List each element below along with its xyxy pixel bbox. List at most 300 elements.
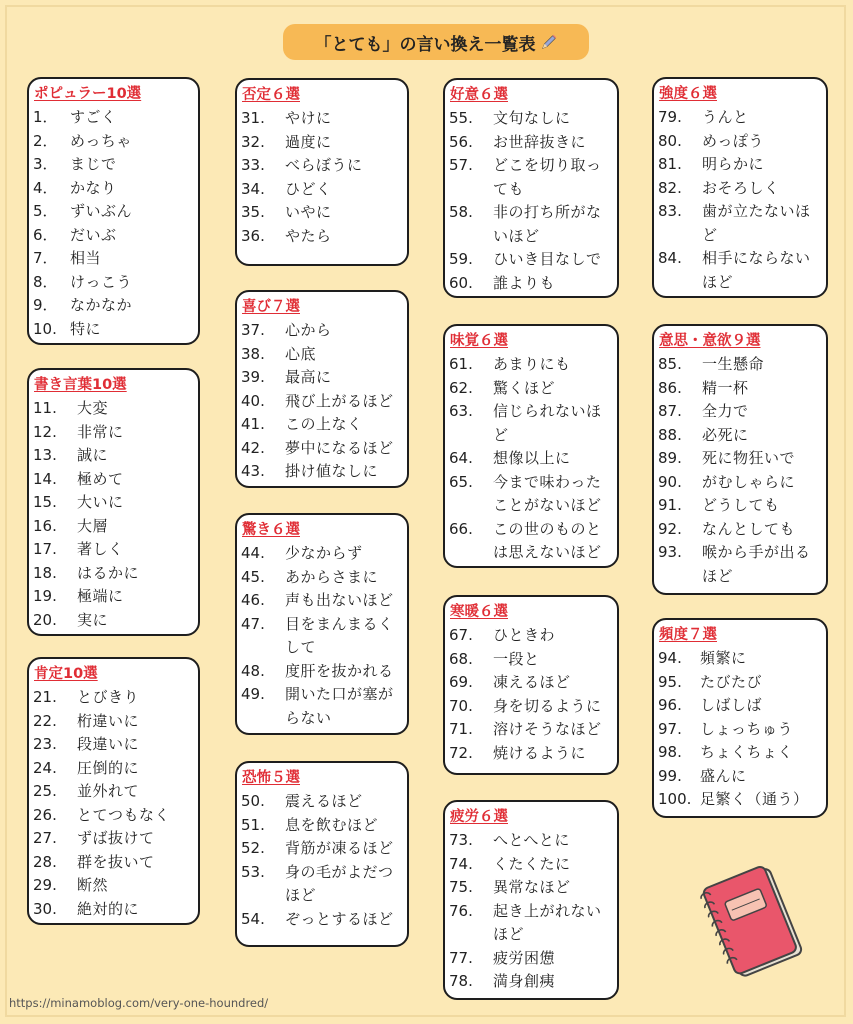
source-url: https://minamoblog.com/very-one-houndred/ [9,996,269,1010]
card-title: 味覚６選 [450,333,508,349]
list-item [449,853,609,877]
item-number: 17. [33,540,57,558]
item-text: 相当 [70,249,102,267]
item-number: 73. [449,831,473,849]
list-item [241,225,399,249]
item-text: 目をまんまるくして [285,614,394,656]
item-number: 75. [449,878,473,896]
card-title: 寒暖６選 [450,604,508,620]
item-text: 必死に [702,425,749,444]
list-item [658,377,818,401]
item-text: ずいぶん [70,202,133,220]
item-number: 21. [33,688,57,706]
list-item [658,518,818,542]
card-title: 恐怖５選 [242,770,300,786]
card-title: 書き言葉10選 [34,377,127,393]
list-item [449,900,609,947]
item-text: 誠に [77,446,109,464]
item-text: 夢中になるほど [285,438,394,457]
list-item [33,294,190,318]
item-number: 100. [658,790,692,808]
list-item [658,718,818,742]
item-text: 焼けるように [493,743,587,762]
list-item [33,851,190,875]
item-text: 満身創痍 [493,972,556,990]
page-title [283,24,589,60]
list-item [33,804,190,828]
list-item [33,515,190,539]
item-text: すごく [70,108,117,126]
item-text: 度肝を抜かれる [285,661,394,680]
card-surprise [235,513,409,735]
item-number: 49. [241,685,265,703]
item-number: 23. [33,735,57,753]
item-number: 96. [658,696,682,714]
list-item [33,491,190,515]
list-item [658,471,818,495]
item-number: 12. [33,422,57,441]
item-text: 過度に [285,132,332,151]
list-item [241,566,399,590]
item-text: 少なからず [285,544,363,562]
item-number: 53. [241,862,265,881]
notebook-icon [700,858,812,986]
item-number: 11. [33,399,57,417]
item-number: 85. [658,355,682,373]
item-text: 誰よりも [493,273,556,292]
item-text: ひときわ [493,626,556,644]
card-title: 驚き６選 [242,522,300,538]
list-item [658,447,818,471]
item-text: 段違いに [77,735,140,753]
item-text: 特に [70,319,102,338]
card-taste [443,324,619,568]
list-item [658,765,818,789]
item-number: 46. [241,591,265,609]
list-item [449,377,609,401]
list-item [449,447,609,471]
item-number: 48. [241,661,265,680]
item-text: なんとしても [702,519,796,538]
item-text: めっちゃ [70,131,132,150]
item-text: ひどく [285,179,332,198]
item-text: 震えるほど [285,792,363,810]
card-title: 否定６選 [242,87,300,103]
list-item [33,106,190,130]
item-text: 非の打ち所がないほど [493,203,602,245]
item-text: ちょくちょく [700,743,794,761]
list-item [241,366,399,390]
list-item [449,718,609,742]
list-item [449,742,609,766]
list-item [658,247,818,294]
item-text: 起き上がれないほど [493,901,602,943]
list-item [241,814,399,838]
item-text: けっこう [70,272,133,291]
item-text: 文句なしに [493,109,571,127]
list-item [33,609,190,633]
item-number: 66. [449,519,473,538]
item-text: 明らかに [702,155,765,173]
card-negative [235,78,409,266]
list-item [33,562,190,586]
item-text: どうしても [702,496,780,514]
item-text: 一生懸命 [702,355,765,373]
item-text: うんと [702,108,749,126]
list-item [658,647,818,671]
item-text: たびたび [700,672,763,691]
card-intensity [652,77,828,298]
list-item [658,494,818,518]
item-number: 5． [33,202,58,220]
item-number: 32. [241,132,265,151]
item-number: 63. [449,402,473,420]
card-goodwill [443,78,619,298]
card-title: 頻度７選 [659,627,717,643]
list-item [241,107,399,131]
item-number: 62. [449,378,473,397]
list-item [33,710,190,734]
list-item [658,424,818,448]
card-popular [27,77,200,345]
item-text: いやに [285,203,332,221]
item-number: 9． [33,296,58,314]
list-item [241,542,399,566]
list-item [449,518,609,565]
item-text: 溶けそうなほど [493,720,602,738]
item-number: 94. [658,649,682,667]
item-text: ずば抜けて [77,829,155,847]
card-temperature [443,595,619,775]
list-item [33,397,190,421]
card-fear [235,761,409,947]
list-item [449,829,609,853]
list-item [33,468,190,492]
item-number: 57. [449,156,473,174]
item-number: 41. [241,415,265,433]
list-item [449,201,609,248]
item-number: 4． [33,178,58,197]
item-number: 97. [658,719,682,738]
list-item [658,671,818,695]
item-number: 27. [33,829,57,847]
card-will [652,324,828,595]
item-number: 22. [33,711,57,730]
item-number: 1． [33,108,58,126]
item-text: 全力で [702,402,749,420]
card-title: 肯定10選 [34,666,98,682]
item-number: 61. [449,355,473,373]
list-item [449,876,609,900]
item-text: 圧倒的に [77,758,140,777]
item-number: 19. [33,587,57,605]
item-text: 大いに [77,493,124,511]
item-text: 凍えるほど [493,673,571,691]
card-joy [235,290,409,488]
list-item [33,686,190,710]
card-title: 強度６選 [659,86,717,102]
item-number: 81. [658,155,682,173]
list-item [449,624,609,648]
item-text: まじで [70,155,117,173]
item-text: 精一杯 [702,378,749,397]
item-number: 6． [33,225,58,244]
item-number: 36. [241,226,265,245]
item-number: 71. [449,720,473,738]
item-text: 身の毛がよだつほど [285,862,394,904]
item-text: どこを切り取っても [493,156,602,198]
item-number: 98. [658,743,682,761]
item-number: 93. [658,543,682,561]
item-number: 24. [33,758,57,777]
item-number: 18. [33,563,57,582]
list-item [658,153,818,177]
list-item [449,648,609,672]
list-item [449,695,609,719]
item-text: とてつもなく [77,805,171,824]
item-text: 疲労困憊 [493,948,556,967]
item-text: ひいき目なしで [493,250,602,268]
list-item [449,272,609,296]
item-text: 非常に [77,422,124,441]
list-item [241,413,399,437]
item-number: 8． [33,272,58,291]
list-item [33,200,190,224]
item-number: 13. [33,446,57,464]
item-text: 今まで味わったことがないほど [493,472,602,514]
item-text: お世辞抜きに [493,132,587,151]
list-item [241,683,399,730]
list-item [33,585,190,609]
item-text: 大層 [77,516,109,535]
list-item [241,437,399,461]
item-number: 88. [658,425,682,444]
item-number: 54. [241,909,265,928]
list-item [658,788,818,812]
list-item [33,898,190,922]
list-item [449,970,609,994]
list-item [241,154,399,178]
item-number: 80. [658,131,682,150]
item-number: 72. [449,743,473,762]
card-title: 意思・意欲９選 [659,333,761,349]
list-item [241,201,399,225]
item-text: 一段と [493,649,540,668]
list-item [33,421,190,445]
item-number: 47. [241,614,265,633]
item-number: 45. [241,567,265,586]
item-number: 51. [241,815,265,834]
item-text: 著しく [77,540,124,558]
card-title: 喜び７選 [242,299,300,315]
item-number: 14. [33,469,57,488]
item-text: 掛け値なしに [285,462,379,480]
list-item [658,353,818,377]
item-text: 盛んに [700,766,747,785]
item-number: 34. [241,179,265,198]
item-number: 43. [241,462,265,480]
item-text: 心底 [285,344,317,363]
item-text: 絶対的に [77,899,140,918]
card-written [27,368,200,636]
item-number: 76. [449,901,473,920]
item-text: だいぶ [70,225,117,244]
item-number: 67. [449,626,473,644]
card-title: 疲労６選 [450,809,508,825]
item-number: 33. [241,156,265,174]
item-number: 64. [449,449,473,467]
list-item [33,827,190,851]
item-text: 開いた口が塞がらない [285,685,394,727]
item-text: おそろしく [702,178,780,197]
list-item [33,271,190,295]
item-number: 31. [241,109,265,127]
item-number: 7． [33,249,58,267]
item-text: あまりにも [493,355,571,373]
list-item [658,400,818,424]
item-text: しょっちゅう [700,719,794,738]
list-item [658,106,818,130]
card-fatigue [443,800,619,1000]
item-number: 10. [33,319,57,338]
item-number: 70. [449,696,473,715]
item-text: へとへとに [493,831,570,849]
list-item [449,248,609,272]
card-frequency [652,618,828,818]
item-text: 足繁く（通う） [700,790,809,808]
list-item [241,178,399,202]
list-item [241,390,399,414]
item-number: 65. [449,472,473,491]
list-item [33,224,190,248]
item-number: 3． [33,155,58,173]
item-number: 74. [449,854,473,873]
item-number: 78. [449,972,473,990]
list-item [33,153,190,177]
item-text: がむしゃらに [702,472,796,491]
item-number: 25. [33,782,57,800]
item-text: この上なく [285,415,363,433]
list-item [33,874,190,898]
item-text: とびきり [77,688,140,706]
list-item [33,177,190,201]
item-number: 56. [449,132,473,151]
item-text: やたら [285,226,332,245]
list-item [241,660,399,684]
item-number: 99. [658,766,682,785]
item-text: あからさまに [285,567,379,586]
item-number: 91. [658,496,682,514]
item-number: 52. [241,839,265,857]
list-item [241,613,399,660]
item-number: 87. [658,402,682,420]
list-item [449,947,609,971]
item-text: 断然 [77,876,109,894]
item-number: 59. [449,250,473,268]
item-text: 飛び上がるほど [285,391,394,410]
list-item [241,319,399,343]
list-item [33,733,190,757]
list-item [241,589,399,613]
item-number: 77. [449,948,473,967]
item-text: 歯が立たないほど [702,202,811,244]
item-text: 最高に [285,368,332,386]
item-number: 35. [241,203,265,221]
item-text: 頻繁に [700,649,747,667]
item-text: 身を切るように [493,696,602,715]
list-item [449,400,609,447]
list-item [241,861,399,908]
item-text: 喉から手が出るほど [702,543,811,585]
item-text: 声も出ないほど [285,591,394,609]
list-item [658,741,818,765]
item-number: 83. [658,202,682,220]
list-item [241,908,399,932]
item-number: 37. [241,321,265,339]
item-text: 群を抜いて [77,852,155,871]
list-item [33,444,190,468]
item-number: 92. [658,519,682,538]
item-number: 55. [449,109,473,127]
list-item [449,107,609,131]
list-item [658,130,818,154]
list-item [658,177,818,201]
list-item [241,837,399,861]
list-item [33,757,190,781]
list-item [33,247,190,271]
card-title: ポピュラー10選 [34,86,142,102]
item-text: 信じられないほど [493,402,602,444]
item-text: 桁違いに [77,711,140,730]
list-item [658,541,818,588]
item-text: 死に物狂いで [702,449,796,467]
list-item [449,671,609,695]
item-number: 26. [33,805,57,824]
list-item [33,780,190,804]
item-text: ぞっとするほど [285,909,394,928]
item-text: 背筋が凍るほど [285,839,394,857]
list-item [241,131,399,155]
item-number: 29. [33,876,57,894]
item-number: 2． [33,131,58,150]
list-item [449,154,609,201]
item-number: 50. [241,792,265,810]
item-number: 44. [241,544,265,562]
item-number: 86. [658,378,682,397]
item-text: 異常なほど [493,878,571,896]
item-number: 40. [241,391,265,410]
list-item [33,318,190,342]
item-text: 並外れて [77,782,140,800]
item-text: 息を飲むほど [285,815,379,834]
item-number: 28. [33,852,57,871]
item-number: 60. [449,273,473,292]
list-item [449,353,609,377]
item-text: 心から [285,321,332,339]
card-title: 好意６選 [450,87,508,103]
card-positive [27,657,200,925]
item-number: 30. [33,899,57,918]
item-number: 39. [241,368,265,386]
item-number: 82. [658,178,682,197]
list-item [33,538,190,562]
page-title-text: 「とても」の言い換え一覧表 [314,34,536,55]
item-number: 95. [658,672,682,691]
item-text: 実に [77,610,109,629]
item-text: かなり [70,178,117,197]
item-number: 58. [449,203,473,221]
item-number: 42. [241,438,265,457]
